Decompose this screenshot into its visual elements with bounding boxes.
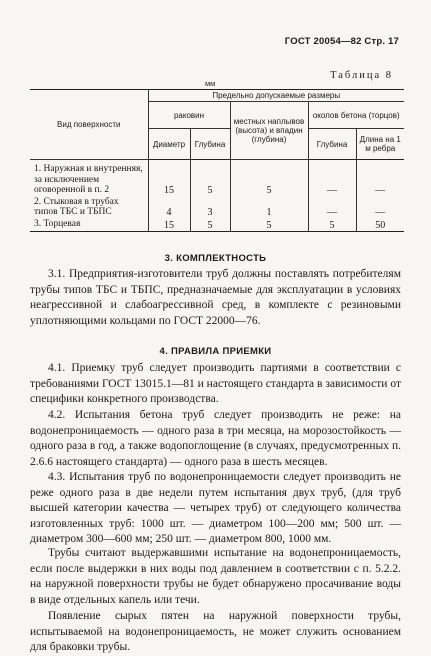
cell-rib-length: — — [356, 160, 404, 196]
row-label: 3. Торцевая — [30, 218, 148, 232]
header-surface-type: Вид поверхности — [30, 90, 148, 160]
header-rib-length: Длина на 1 м ребра — [356, 129, 404, 160]
paragraph-wet-spots: Появление сырых пятен на наружной поверхности трубы, испытываемой на водонепроницаемость, не может служить основанием для браковки трубы. — [30, 610, 401, 654]
header-local-sags: местных наплывов (высота) и впадин (глубина) — [230, 102, 308, 160]
cell-sags: 1 — [230, 196, 308, 218]
table-row — [30, 160, 404, 196]
table-row — [30, 196, 404, 218]
header-shells: раковин — [148, 102, 230, 129]
cell-diameter: 15 — [148, 160, 190, 196]
paragraph-4-1: 4.1. Приемку труб следует производить партиями в соответствии с требованиями ГОСТ 13015.1—81 и настоящего стандарта в зависимости от специфики конкретного производства. — [30, 362, 401, 406]
cell-depth: 3 — [190, 196, 230, 218]
cell-chip-depth: 5 — [308, 218, 356, 232]
table-row — [30, 218, 404, 232]
paragraph-watertight: Трубы считают выдержавшими испытание на водонепроницаемость, если после выдержки в них воды под давлением в соответствии с п. 5.2.2. на наружной поверхности трубы не будет обнаружено просачивание воды в виде отдельных капель или течи. — [30, 547, 401, 606]
cell-depth: 5 — [190, 218, 230, 232]
cell-sags: 5 — [230, 218, 308, 232]
cell-chip-depth: — — [308, 196, 356, 218]
row-label: 2. Стыковая в трубах типов ТБС и ТБПС — [34, 196, 119, 217]
cell-sags: 5 — [230, 160, 308, 196]
header-concrete-chips: околов бетона (торцов) — [308, 102, 404, 129]
tolerance-table — [30, 89, 404, 232]
cell-rib-length: — — [356, 196, 404, 218]
header-chip-depth: Глубина — [308, 129, 356, 160]
cell-diameter: 4 — [148, 196, 190, 218]
row-label: 1. Наружная и внутренняя, за исключением оговоренной в п. 2 — [34, 164, 143, 195]
cell-depth: 5 — [190, 160, 230, 196]
cell-rib-length: 50 — [356, 218, 404, 232]
table-units: мм — [205, 79, 216, 88]
header-depth: Глубина — [190, 129, 230, 160]
cell-chip-depth: — — [308, 160, 356, 196]
header-diameter: Диаметр — [148, 129, 190, 160]
table-title: Таблица 8 — [330, 70, 393, 81]
paragraph-4-3: 4.3. Испытания труб по водонепроницаемости следует производить не реже одного раза в две недели путем испытания двух труб, (для труб высшей категории качества — четырех труб) от следующего количества изготовленных труб: 1000 шт. — диаметром 100—200 мм; 500 шт. — диаметром 300—600 мм; 250 шт. — диаметром 800, 1000 мм. — [30, 471, 401, 546]
cell-diameter: 15 — [148, 218, 190, 232]
section-title-acceptance: 4. ПРАВИЛА ПРИЕМКИ — [159, 346, 272, 357]
section-title-completeness: 3. КОМПЛЕКТНОСТЬ — [164, 253, 267, 264]
paragraph-3-1: 3.1. Предприятия-изготовители труб должны поставлять потребителям трубы типов ТБС и ТБПС, предназначаемые для эксплуатации в условиях неагрессивной и слабоагрессивной сред, в комплекте с резиновыми уплотняющими кольцами по ГОСТ 22000—76. — [30, 268, 401, 327]
page-header: ГОСТ 20054—82 Стр. 17 — [284, 36, 399, 47]
paragraph-4-2: 4.2. Испытания бетона труб следует производить не реже: на водонепроницаемость — одного раза в три месяца, на морозостойкость — одного раза в год, а также водопоглощение (в случаях, предусмотренных п. 2.6.6 настоящего стандарта) — одного раза в шесть месяцев. — [30, 409, 401, 468]
header-limits: Предельно допускаемые размеры — [148, 90, 404, 102]
